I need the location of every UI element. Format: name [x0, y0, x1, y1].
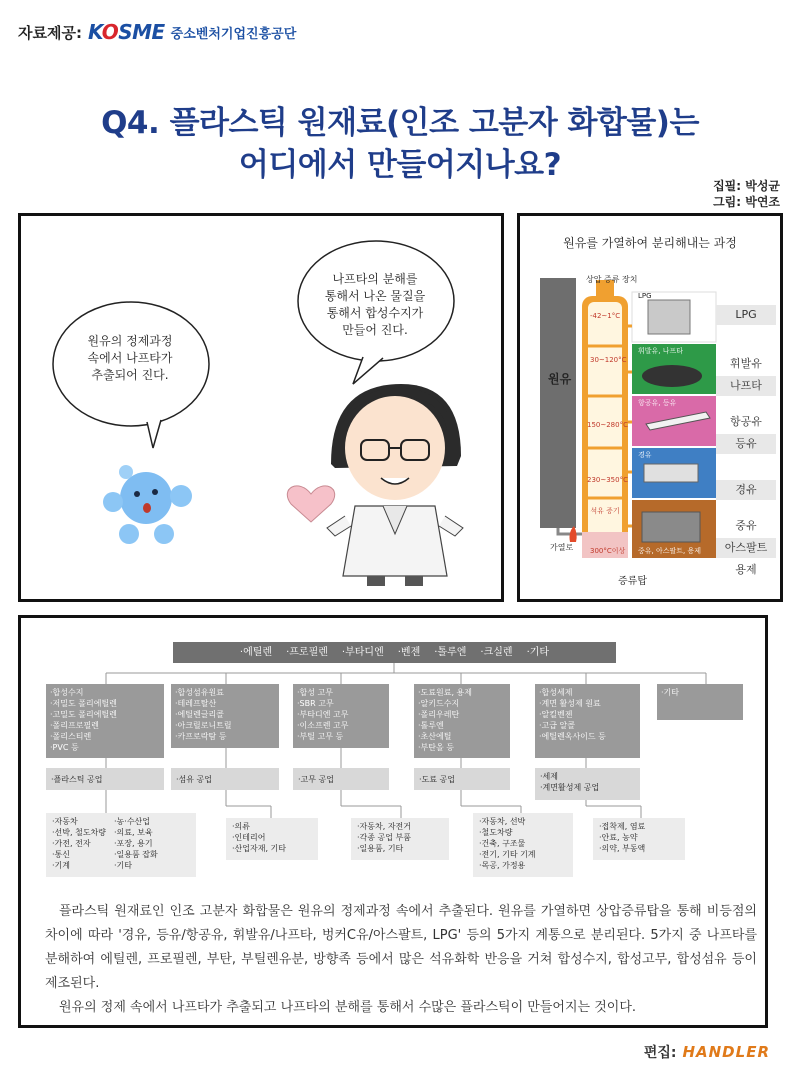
uses-paint	[473, 813, 573, 877]
use-line: ·자동차, 선박	[479, 817, 526, 826]
use-line: ·선박, 철도차량	[52, 828, 106, 837]
industry-rubber	[293, 768, 389, 790]
category-line: ·도료원료, 용제	[418, 688, 472, 697]
credits	[713, 178, 780, 210]
industry-fiber	[171, 768, 279, 790]
use-line: ·가전, 전자	[52, 839, 91, 848]
chemical-item: ·톨루엔	[434, 647, 467, 658]
page-title	[0, 102, 800, 186]
category-line: ·아크릴로니트릴	[175, 721, 232, 730]
category-line: ·고밀도 폴리에틸렌	[50, 710, 117, 719]
category-line: ·에틸렌옥사이드 등	[539, 732, 606, 741]
distillation-panel	[517, 213, 783, 602]
paragraph-1: 플라스틱 원재료인 인조 고분자 화합물은 원유의 정제과정 속에서 추출된다. 원유를 가열하면 상압증류탑을 통해 비등점의 차이에 따라 '경유, 등유/항공유, 휘발유/나프타, 벙커C유/아스팔트, LPG' 등의 5가지 계통으로 분리된다. 5가지 중 나프타를 분해하여 에틸렌, 프로필렌, 부탄, 부틸렌유분, 방향족 등에서 많은 석유화학 반응을 거쳐 합성수지, 합성고무, 합성섬유 등이 제조된다.	[45, 904, 757, 991]
industry-line: ·플라스틱 공업	[51, 774, 103, 784]
temp-label: 150~280°C	[587, 421, 628, 429]
product-lpg: LPG	[716, 305, 776, 325]
category-line: ·합성섬유원료	[175, 688, 224, 697]
category-line: ·합성수지	[50, 688, 84, 697]
product-naphtha: 나프타	[716, 376, 776, 396]
category-line: ·폴리프로필렌	[50, 721, 99, 730]
category-line: ·부탄올 등	[418, 743, 454, 752]
category-line: ·폴리스티렌	[50, 732, 92, 741]
use-line: ·전기, 기타 기계	[479, 850, 536, 859]
category-line: ·합성세제	[539, 688, 573, 697]
comic-panel	[18, 213, 504, 602]
tower-bottom-label: 증류탑	[618, 576, 647, 587]
uses-fiber	[226, 818, 318, 860]
artist-credit: 그림: 박연조	[713, 195, 780, 209]
category-line: ·이소프렌 고무	[297, 721, 349, 730]
category-line: ·기타	[661, 688, 679, 697]
product-heavy-oil: 중유	[716, 516, 776, 536]
band-label: 항공유, 등유	[638, 399, 677, 407]
category-line: ·PVC 등	[50, 743, 79, 752]
handler-logo: HANDLER	[682, 1043, 770, 1061]
car-icon	[642, 365, 702, 387]
kosme-org-name: 중소벤처기업진흥공단	[170, 26, 297, 42]
bubble-left-line-1: 원유의 정제과정	[87, 334, 173, 348]
uses-detergent	[593, 818, 685, 860]
category-synthetic-rubber	[293, 684, 389, 748]
editor-credit	[644, 1042, 770, 1062]
use-line: ·포장, 용기	[114, 839, 153, 848]
bubble-right-line-1: 나프타의 분해를	[332, 272, 418, 286]
speech-bubble-drop	[73, 333, 187, 384]
use-line: ·각종 공업 부품	[357, 833, 411, 842]
category-line: ·초산에틸	[418, 732, 452, 741]
temp-label: 300°C이상	[590, 547, 626, 555]
temp-label: -42~1°C	[590, 312, 621, 320]
product-solvent: 용제	[716, 560, 776, 580]
industry-line: ·고무 공업	[298, 774, 334, 784]
use-line: ·철도차량	[479, 828, 513, 837]
category-line: ·알키드수지	[418, 699, 460, 708]
bubble-left-line-2: 속에서 나프타가	[87, 351, 173, 365]
use-line: ·일용품, 기타	[357, 844, 404, 853]
category-line: ·카프로락탐 등	[175, 732, 227, 741]
industry-plastic	[46, 768, 164, 790]
chemical-item: ·기타	[526, 647, 550, 658]
category-line: ·저밀도 폴리에틸렌	[50, 699, 117, 708]
industry-line: ·계면활성제 공업	[540, 783, 600, 792]
title-line-1: Q4. 플라스틱 원재료(인조 고분자 화합물)는	[101, 105, 699, 141]
category-line: ·합성 고무	[297, 688, 333, 697]
uses-plastic	[46, 813, 196, 877]
use-line: ·산업자재, 기타	[232, 844, 286, 853]
use-line: ·일용품 잡화	[114, 850, 158, 859]
bubble-right-line-2: 통해서 나온 물질을	[324, 289, 426, 303]
use-line: ·안료, 농약	[599, 833, 638, 842]
category-paint-material	[414, 684, 510, 758]
category-other	[657, 684, 743, 720]
product-jet-fuel: 항공유	[716, 412, 776, 432]
vapor-label: 석유 증기	[590, 507, 620, 515]
temp-label: 230~350°C	[587, 476, 628, 484]
drop-character	[103, 465, 192, 544]
chemical-item: ·벤젠	[397, 647, 421, 658]
use-line: ·건축, 구조물	[479, 839, 526, 848]
crude-oil-tank	[540, 278, 576, 528]
industry-paint	[414, 768, 510, 790]
ship-icon	[642, 512, 700, 542]
category-line: ·계면 활성제 원료	[539, 699, 601, 708]
industry-line: ·세제	[540, 772, 558, 781]
bubble-right-line-3: 통해서 합성수지가	[326, 306, 424, 320]
band-label: LPG	[638, 292, 652, 300]
use-line: ·의약, 부동액	[599, 844, 646, 853]
product-asphalt: 아스팔트	[716, 538, 776, 558]
source-credit	[18, 20, 296, 44]
category-line: ·부타디엔 고무	[297, 710, 349, 719]
industry-line: ·섬유 공업	[176, 774, 212, 784]
paragraph-2: 원유의 정제 속에서 나프타가 추출되고 나프타의 분해를 통해서 수많은 플라스틱이 만들어지는 것이다.	[59, 1000, 637, 1015]
bubble-left-line-3: 추출되어 진다.	[91, 368, 169, 382]
category-line: ·알킬벤젠	[539, 710, 573, 719]
category-line: ·SBR 고무	[297, 699, 334, 708]
use-line: ·인테리어	[232, 833, 266, 842]
process-title: 원유를 가열하여 분리해내는 과정	[563, 236, 737, 250]
use-line: ·기타	[114, 861, 132, 870]
chemical-item: ·부타디엔	[341, 647, 384, 658]
bubble-right-line-4: 만들어 진다.	[342, 323, 408, 337]
uses-rubber	[351, 818, 449, 860]
chemical-item: ·프로필렌	[286, 647, 328, 658]
writer-credit: 집필: 박성균	[713, 179, 780, 193]
use-line: ·접착제, 염료	[599, 822, 646, 831]
temp-label: 30~120°C	[590, 356, 627, 364]
category-line: ·고급 알콜	[539, 721, 575, 730]
band-label: 경유	[638, 451, 652, 459]
gas-stove-icon	[648, 300, 690, 334]
band-label: 휘발유, 나프타	[638, 347, 684, 355]
truck-icon	[644, 464, 698, 482]
furnace-label: 가열로	[550, 543, 574, 552]
tower-top-label: 상압 증류 장치	[586, 275, 638, 284]
product-gasoline: 휘발유	[716, 354, 776, 374]
category-line: ·에틸렌글리콜	[175, 710, 224, 719]
product-diesel: 경유	[716, 480, 776, 500]
scientist-character	[327, 384, 463, 586]
industry-line: ·도료 공업	[419, 774, 455, 784]
category-line: ·톨루엔	[418, 721, 444, 730]
category-detergent	[535, 684, 640, 758]
industry-detergent	[535, 768, 640, 800]
band-label: 중유, 아스팔트, 용제	[638, 547, 701, 555]
crude-oil-label: 원유	[548, 372, 572, 386]
use-line: ·의료, 보육	[114, 828, 153, 837]
product-kerosene: 등유	[716, 434, 776, 454]
speech-bubble-scientist	[316, 271, 434, 339]
use-line: ·자동차	[52, 817, 78, 826]
chemical-item: ·크실렌	[480, 647, 513, 658]
editor-label: 편집:	[643, 1045, 677, 1061]
use-line: ·의류	[232, 822, 250, 831]
kosme-logo: KOSME	[87, 20, 165, 44]
category-line: ·폴리우레탄	[418, 710, 460, 719]
heart-icon	[287, 486, 334, 522]
category-synthetic-resin	[46, 684, 164, 758]
title-line-2: 어디에서 만들어지나요?	[238, 147, 562, 183]
use-line: ·기계	[52, 861, 70, 870]
use-line: ·목공, 가정용	[479, 861, 526, 870]
use-line: ·농·수산업	[114, 817, 150, 826]
category-line: ·테레프탈산	[175, 699, 217, 708]
explanation-text	[45, 900, 757, 1020]
chemical-item: ·에틸렌	[239, 647, 273, 658]
petrochemical-panel	[18, 615, 768, 1028]
source-label: 자료제공:	[18, 23, 82, 42]
category-synthetic-fiber	[171, 684, 279, 748]
category-line: ·부틸 고무 등	[297, 732, 344, 741]
use-line: ·자동차, 자전거	[357, 822, 411, 831]
use-line: ·통신	[52, 850, 70, 859]
